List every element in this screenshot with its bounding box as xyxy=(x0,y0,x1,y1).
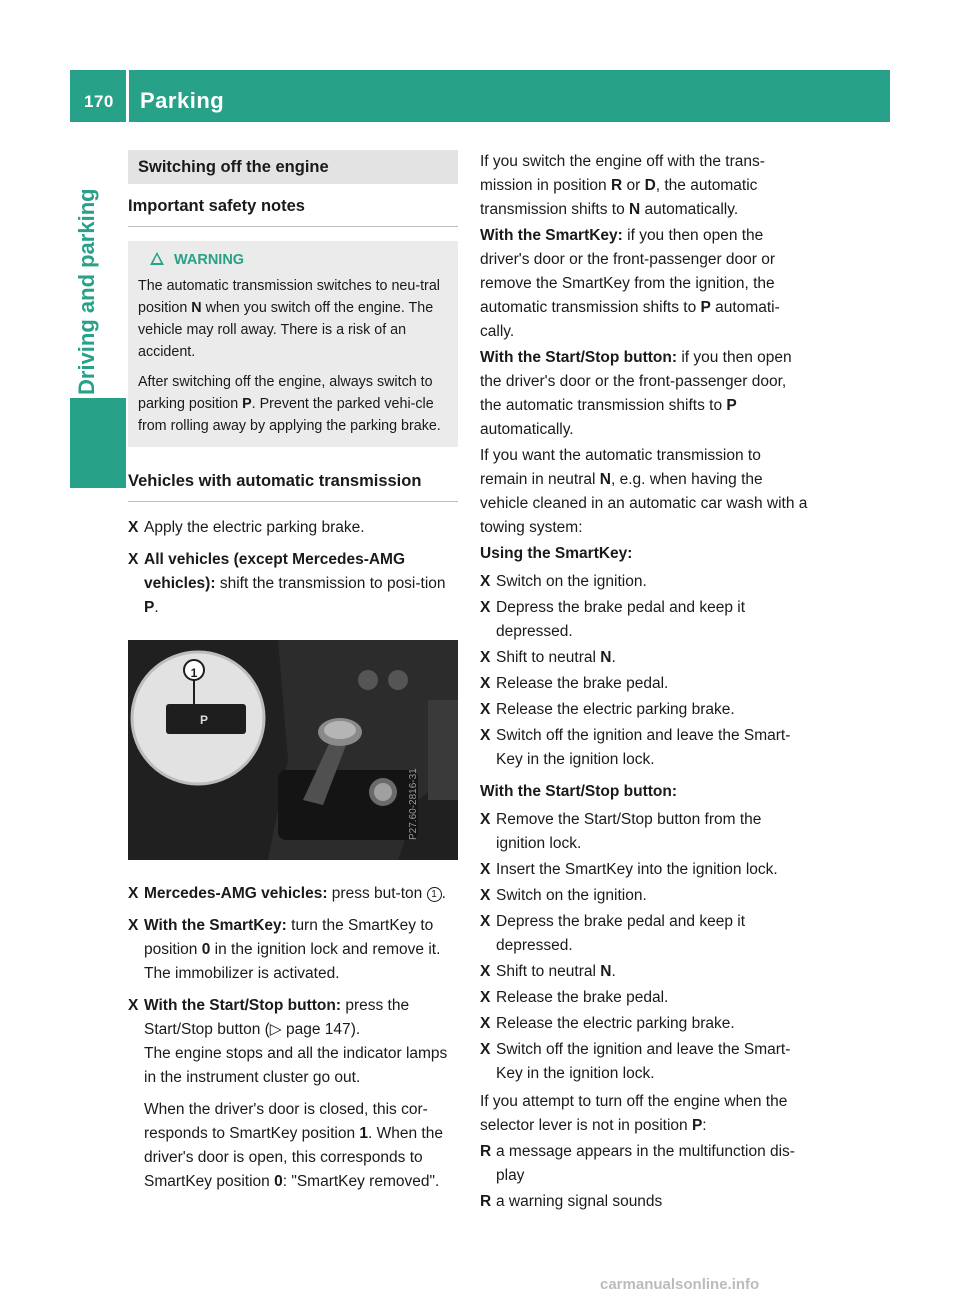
warning-label: WARNING xyxy=(174,252,245,268)
warning-paragraph-2 xyxy=(138,371,450,437)
paragraph xyxy=(480,346,812,442)
bullet-item xyxy=(480,1190,812,1214)
bold-text: 0 xyxy=(274,1173,283,1190)
bold-text: All vehicles (except Mercedes-AMG vehicles): xyxy=(144,551,406,592)
text: , the automatic transmission shifts to xyxy=(480,177,758,218)
text: Release the brake pedal. xyxy=(496,675,669,692)
text: . xyxy=(611,649,616,666)
text: a message appears in the multifunction dis-play xyxy=(496,1143,795,1184)
side-tab-block xyxy=(70,398,126,488)
bullet-item xyxy=(480,1140,812,1188)
text: Switch off the ignition and leave the Smart-Key in the ignition lock. xyxy=(496,727,791,768)
step-item xyxy=(480,986,812,1010)
step-item xyxy=(480,724,812,772)
text: press but-ton xyxy=(327,885,427,902)
text: ). xyxy=(350,1021,361,1038)
step-item xyxy=(480,858,812,882)
bold-text: P xyxy=(700,299,711,316)
bold-text: N xyxy=(191,300,202,316)
step-item xyxy=(128,516,458,540)
text: press the Start/Stop button ( xyxy=(144,997,410,1038)
text: automati-cally. xyxy=(480,299,780,340)
warning-title xyxy=(150,249,450,271)
step-item xyxy=(480,596,812,644)
bold-text: N xyxy=(629,201,641,218)
watermark: carmanualsonline.info xyxy=(600,1276,760,1293)
bold-text: P xyxy=(242,396,252,412)
step-marker-icon: X xyxy=(128,917,139,934)
step-marker-icon: X xyxy=(480,811,491,828)
text: Switch on the ignition. xyxy=(496,887,647,904)
callout-1-icon: 1 xyxy=(427,887,442,902)
text: : "SmartKey removed". xyxy=(282,1173,440,1190)
step-item xyxy=(128,994,458,1194)
right-column xyxy=(480,150,812,1216)
text: shift the transmission to posi-tion xyxy=(215,575,446,592)
warning-paragraph-1 xyxy=(138,275,450,363)
step-marker-icon: X xyxy=(480,649,491,666)
step-item xyxy=(128,548,458,620)
bold-text: With the SmartKey: xyxy=(480,227,623,244)
text: in the ignition lock and remove it. The immobilizer is activated. xyxy=(144,941,441,982)
bold-text: N xyxy=(600,963,612,980)
step-marker-icon: X xyxy=(480,599,491,616)
paragraph xyxy=(480,444,812,540)
bold-text: Mercedes-AMG vehicles: xyxy=(144,885,328,902)
text: If you attempt to turn off the engine when the selector lever is not in position xyxy=(480,1093,788,1134)
page-number: 170 xyxy=(84,92,114,111)
step-item xyxy=(480,672,812,696)
step-item xyxy=(480,698,812,722)
page-reference-link[interactable]: ▷ page 147 xyxy=(269,1021,351,1038)
text: Shift to neutral xyxy=(496,963,601,980)
step-marker-icon: X xyxy=(480,675,491,692)
gear-selector-photo xyxy=(128,640,458,860)
text: Remove the Start/Stop button from the ignition lock. xyxy=(496,811,762,852)
step-item xyxy=(480,570,812,594)
p-button-label: P xyxy=(200,713,209,727)
bullet-marker-icon: R xyxy=(480,1143,492,1160)
text: when you switch off the engine. The vehicle may roll away. There is a risk of an accident. xyxy=(138,300,434,360)
step-marker-icon: X xyxy=(128,519,139,536)
step-item xyxy=(480,646,812,670)
text: . xyxy=(441,885,446,902)
step-marker-icon: X xyxy=(480,1015,491,1032)
text: . xyxy=(611,963,616,980)
section-title: Parking xyxy=(140,88,225,113)
bold-text: N xyxy=(599,471,611,488)
step-item xyxy=(128,914,458,986)
text: Insert the SmartKey into the ignition lock. xyxy=(496,861,778,878)
bold-text: With the Start/Stop button: xyxy=(144,997,342,1014)
step-item xyxy=(480,1038,812,1086)
step-item xyxy=(480,1012,812,1036)
bold-text: P xyxy=(144,599,155,616)
text: . When the driver's door is open, this corresponds to SmartKey position xyxy=(144,1125,443,1190)
bold-text: 1 xyxy=(359,1125,369,1142)
step-note xyxy=(144,1098,458,1194)
text: Switch off the ignition and leave the Smart-Key in the ignition lock. xyxy=(496,1041,791,1082)
text: The automatic transmission switches to neu-tral position xyxy=(138,278,440,316)
step-marker-icon: X xyxy=(480,913,491,930)
text: The engine stops and all the indicator lamps in the instrument cluster go out. xyxy=(144,1045,448,1086)
step-item xyxy=(480,808,812,856)
bold-text: P xyxy=(691,1117,703,1134)
bold-text: N xyxy=(600,649,612,666)
text: Switch on the ignition. xyxy=(496,573,647,590)
text: automatically. xyxy=(640,201,739,218)
warning-box xyxy=(128,241,458,447)
callout-number: 1 xyxy=(190,666,198,680)
text: or xyxy=(622,177,645,194)
step-item xyxy=(480,910,812,958)
text: After switching off the engine, always switch to parking position xyxy=(138,374,433,412)
step-item xyxy=(128,882,458,906)
text: When the driver's door is closed, this cor-responds to SmartKey position xyxy=(144,1101,428,1142)
startstop-heading: With the Start/Stop button: xyxy=(480,783,678,800)
text: Release the electric parking brake. xyxy=(496,1015,735,1032)
photo-reference-code: P27.60-2816-31 xyxy=(408,768,419,840)
text: Depress the brake pedal and keep it depressed. xyxy=(496,913,746,954)
step-marker-icon: X xyxy=(480,989,491,1006)
paragraph xyxy=(480,224,812,344)
text: Apply the electric parking brake. xyxy=(144,519,365,536)
bold-text: With the Start/Stop button: xyxy=(480,349,678,366)
text: Depress the brake pedal and keep it depressed. xyxy=(496,599,746,640)
text: If you switch the engine off with the trans-mission in position xyxy=(480,153,765,194)
step-item xyxy=(480,884,812,908)
subheading-safety: Important safety notes xyxy=(128,190,458,227)
bold-text: 0 xyxy=(201,941,211,958)
bold-text: D xyxy=(644,177,656,194)
text: . xyxy=(154,599,159,616)
text: Release the electric parking brake. xyxy=(496,701,735,718)
text: , e.g. when having the vehicle cleaned in an automatic car wash with a towing system: xyxy=(480,471,808,536)
text: Shift to neutral xyxy=(496,649,601,666)
step-marker-icon: X xyxy=(128,997,139,1014)
step-marker-icon: X xyxy=(480,963,491,980)
left-column xyxy=(128,150,458,1196)
text: : xyxy=(702,1117,707,1134)
warning-triangle-icon xyxy=(150,252,164,265)
step-marker-icon: X xyxy=(480,573,491,590)
subheading-automatic: Vehicles with automatic transmission xyxy=(128,465,458,502)
smartkey-heading: Using the SmartKey: xyxy=(480,545,633,562)
text: if you then open the driver's door or the front-passenger door or remove the SmartKey from the ignition, the automatic transmission shifts to xyxy=(480,227,776,316)
section-heading: Switching off the engine xyxy=(128,150,458,184)
step-marker-icon: X xyxy=(480,887,491,904)
step-marker-icon: X xyxy=(128,885,139,902)
bold-text: R xyxy=(610,177,623,194)
text: If you want the automatic transmission to remain in neutral xyxy=(480,447,761,488)
step-item xyxy=(480,960,812,984)
paragraph xyxy=(480,150,812,222)
bold-text: With the SmartKey: xyxy=(144,917,287,934)
text: Release the brake pedal. xyxy=(496,989,669,1006)
text: . Prevent the parked vehi-cle from rolling away by applying the parking brake. xyxy=(138,396,441,434)
text: automatically. xyxy=(480,421,574,438)
step-marker-icon: X xyxy=(128,551,139,568)
step-marker-icon: X xyxy=(480,1041,491,1058)
step-marker-icon: X xyxy=(480,701,491,718)
bullet-marker-icon: R xyxy=(480,1193,492,1210)
side-tab-label: Driving and parking xyxy=(74,188,99,395)
text: a warning signal sounds xyxy=(496,1193,663,1210)
paragraph xyxy=(480,1090,812,1138)
step-marker-icon: X xyxy=(480,727,491,744)
bold-text: P xyxy=(726,397,737,414)
text: turn the SmartKey to position xyxy=(144,917,434,958)
text: if you then open the driver's door or the front-passenger door, the automatic transmission shifts to xyxy=(480,349,792,414)
step-marker-icon: X xyxy=(480,861,491,878)
